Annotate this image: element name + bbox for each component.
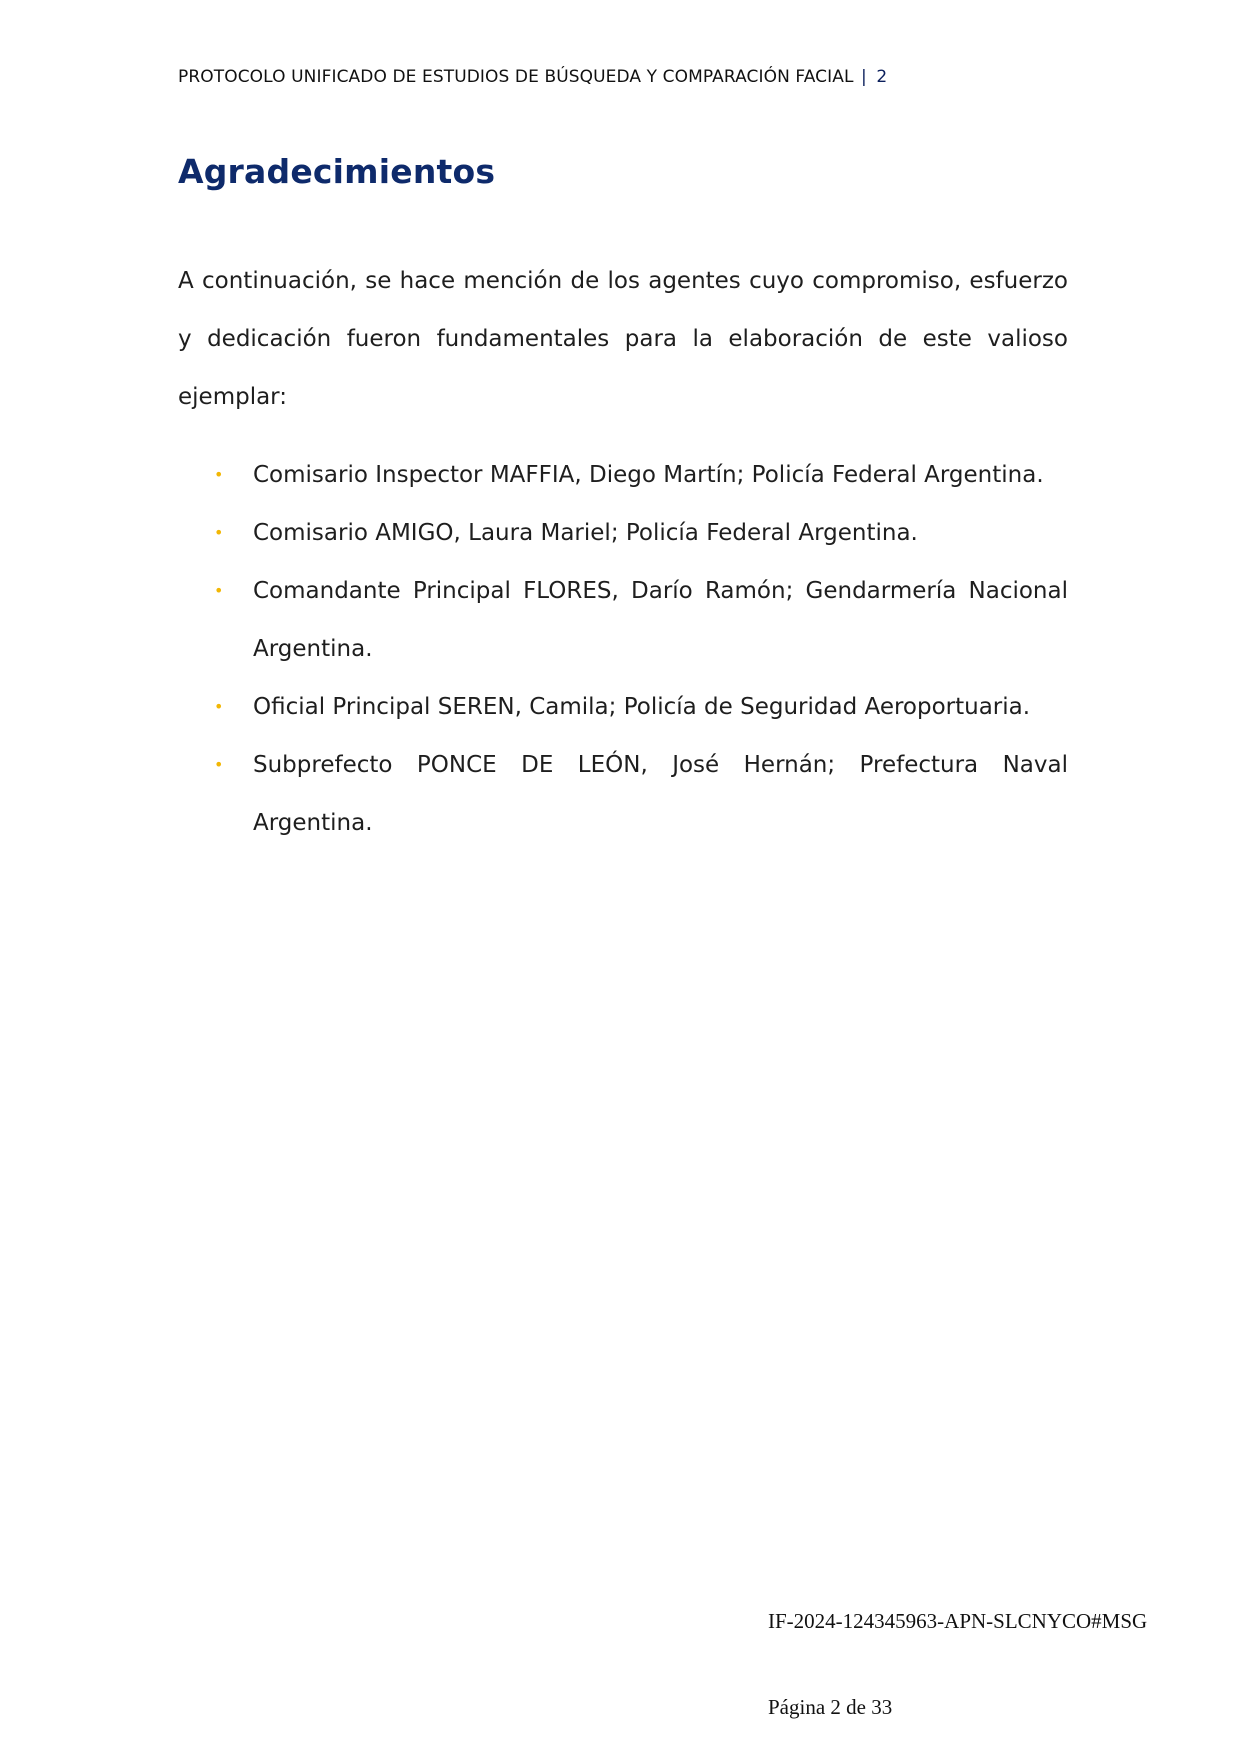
running-header-title: PROTOCOLO UNIFICADO DE ESTUDIOS DE BÚSQUEDA Y COMPARACIÓN FACIAL — [178, 67, 854, 87]
page-footer: Página 2 de 33 — [768, 1695, 893, 1719]
document-id: IF-2024-124345963-APN-SLCNYCO#MSG — [768, 1609, 1148, 1633]
bullet-icon: • — [214, 523, 224, 542]
bullet-icon: • — [214, 755, 224, 774]
acknowledgement-text: Comisario Inspector MAFFIA, Diego Martín; Policía Federal Argentina. — [253, 462, 1044, 488]
acknowledgement-text: Comisario AMIGO, Laura Mariel; Policía Federal Argentina. — [253, 520, 918, 546]
acknowledgement-text: Subprefecto PONCE DE LEÓN, José Hernán; Prefectura Naval Argentina. — [253, 752, 1068, 836]
bullet-icon: • — [214, 465, 224, 484]
acknowledgement-item — [178, 504, 1068, 562]
acknowledgement-item — [178, 678, 1068, 736]
running-header — [178, 67, 887, 87]
intro-paragraph: A continuación, se hace mención de los agentes cuyo compromiso, esfuerzo y dedicación fueron fundamentales para la elaboración de este valioso ejemplar: — [178, 268, 1068, 410]
section-title: Agradecimientos — [178, 152, 496, 191]
running-header-separator: | — [861, 67, 867, 87]
acknowledgement-text: Comandante Principal FLORES, Darío Ramón; Gendarmería Nacional Argentina. — [253, 578, 1068, 662]
acknowledgement-text: Oficial Principal SEREN, Camila; Policía de Seguridad Aeroportuaria. — [253, 694, 1031, 720]
acknowledgement-item — [178, 562, 1068, 678]
acknowledgement-item — [178, 446, 1068, 504]
bullet-icon: • — [214, 581, 224, 600]
acknowledgements-list — [178, 446, 1068, 852]
running-header-page-number: 2 — [876, 67, 888, 87]
bullet-icon: • — [214, 697, 224, 716]
acknowledgement-item — [178, 736, 1068, 852]
